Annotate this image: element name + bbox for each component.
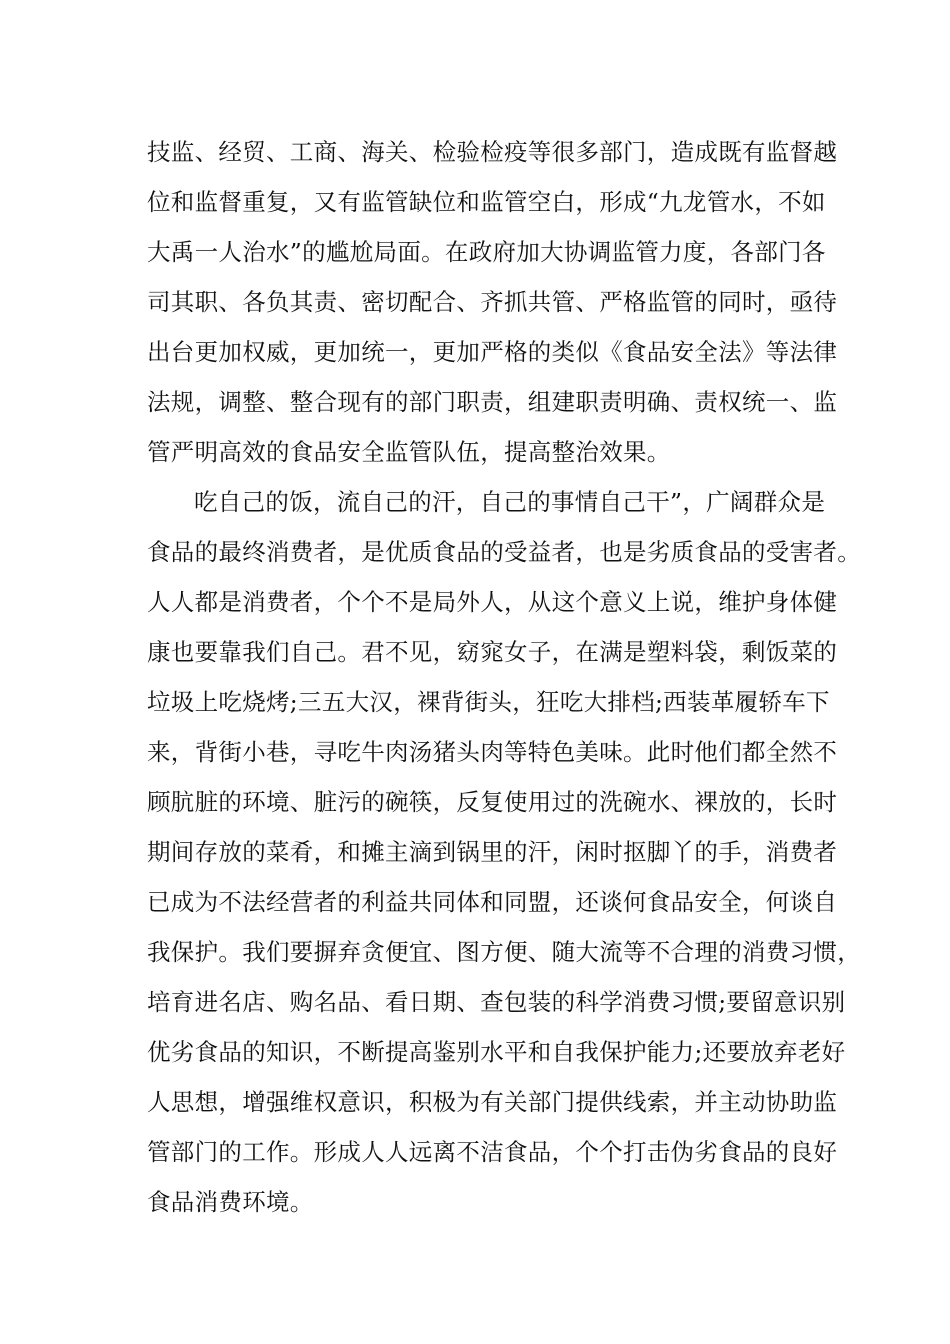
paragraph-line: 优劣食品的知识，不断提高鉴别水平和自我保护能力;还要放弃老好 — [147, 1038, 846, 1066]
paragraph-line: 我保护。我们要摒弃贪便宜、图方便、随大流等不合理的消费习惯， — [147, 938, 861, 966]
paragraph-line: 垃圾上吃烧烤;三五大汉，裸背街头，狂吃大排档;西装革履轿车下 — [147, 688, 830, 716]
paragraph-line: 康也要靠我们自己。君不见，窈窕女子，在满是塑料袋，剩饭菜的 — [147, 638, 838, 666]
paragraph-first-line: 吃自己的饭，流自己的汗，自己的事情自己干”，广阔群众是 — [194, 488, 826, 516]
paragraph-line: 位和监督重复，又有监管缺位和监管空白，形成“九龙管水，不如 — [147, 188, 826, 216]
paragraph-line: 管部门的工作。形成人人远离不洁食品，个个打击伪劣食品的良好 — [147, 1138, 838, 1166]
paragraph-line: 人思想，增强维权意识，积极为有关部门提供线索，并主动协助监 — [147, 1088, 838, 1116]
paragraph-line: 来，背街小巷，寻吃牛肉汤猪头肉等特色美味。此时他们都全然不 — [147, 738, 838, 766]
paragraph-line: 食品的最终消费者，是优质食品的受益者，也是劣质食品的受害者。 — [147, 538, 861, 566]
paragraph-line: 顾肮脏的环境、脏污的碗筷，反复使用过的洗碗水、裸放的，长时 — [147, 788, 838, 816]
paragraph-line: 期间存放的菜肴，和摊主滴到锅里的汗，闲时抠脚丫的手，消费者 — [147, 838, 838, 866]
paragraph-line: 培育进名店、购名品、看日期、查包装的科学消费习惯;要留意识别 — [147, 988, 846, 1016]
paragraph-line: 出台更加权威，更加统一，更加严格的类似《食品安全法》等法律 — [147, 338, 838, 366]
paragraph-line: 管严明高效的食品安全监管队伍，提高整治效果。 — [147, 438, 671, 466]
paragraph-line: 已成为不法经营者的利益共同体和同盟，还谈何食品安全，何谈自 — [147, 888, 838, 916]
paragraph-line: 大禹一人治水”的尴尬局面。在政府加大协调监管力度，各部门各 — [147, 238, 826, 266]
paragraph-line: 法规，调整、整合现有的部门职责，组建职责明确、责权统一、监 — [147, 388, 838, 416]
paragraph-line: 食品消费环境。 — [147, 1188, 314, 1216]
paragraph-line: 人人都是消费者，个个不是局外人，从这个意义上说，维护身体健 — [147, 588, 838, 616]
paragraph-line: 司其职、各负其责、密切配合、齐抓共管、严格监管的同时，亟待 — [147, 288, 838, 316]
paragraph-line: 技监、经贸、工商、海关、检验检疫等很多部门，造成既有监督越 — [147, 138, 838, 166]
